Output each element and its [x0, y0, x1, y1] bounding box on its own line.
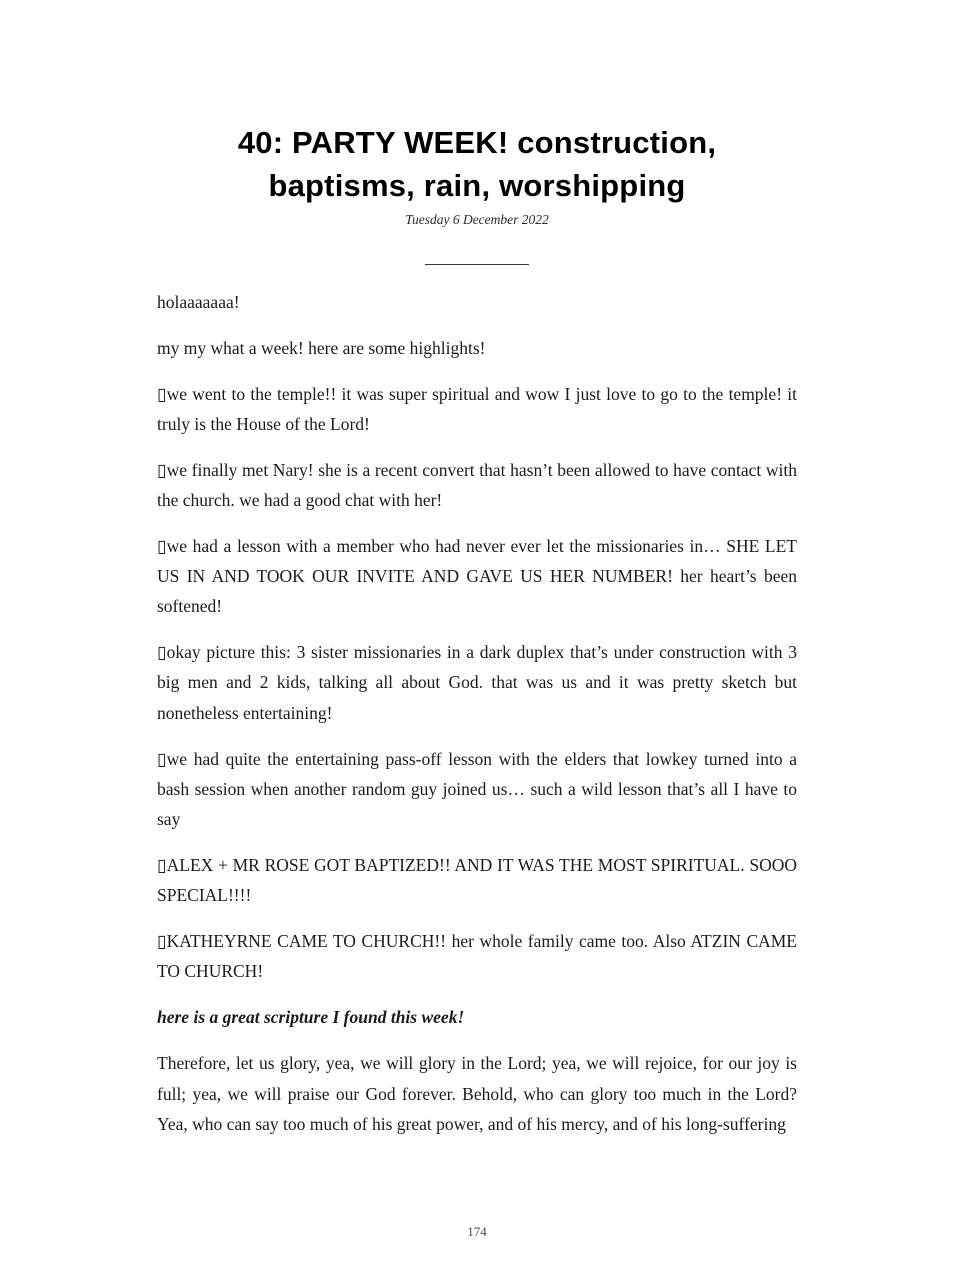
paragraph: ▯we went to the temple!! it was super spiritual and wow I just love to go to the temple! it truly is the House of the Lord!	[157, 383, 797, 434]
title-line-2: baptisms, rain, worshipping	[268, 167, 686, 203]
title-line-1: 40: PARTY WEEK! construction,	[237, 125, 717, 160]
paragraph: holaaaaaaa!	[157, 291, 240, 312]
paragraph: ▯ALEX + MR ROSE GOT BAPTIZED!! AND IT WAS THE MOST SPIRITUAL. SOOO SPECIAL!!!!	[157, 854, 797, 906]
page-number: 174	[467, 1224, 487, 1239]
page-title	[157, 122, 797, 208]
paragraph: ▯KATHEYRNE CAME TO CHURCH!! her whole family came too. Also ATZIN CAME TO CHURCH!	[157, 931, 797, 982]
paragraph: ▯okay picture this: 3 sister missionaries in a dark duplex that’s under construction with 3 big men and 2 kids, talking all about God. that was us and it was pretty sketch but nonetheless entertaining!	[157, 642, 797, 723]
scripture-paragraph: Therefore, let us glory, yea, we will glory in the Lord; yea, we will rejoice, for our joy is full; yea, we will praise our God forever. Behold, who can glory too much in the Lord? Yea, who can say too much of his great power, and of his mercy, and of his long-suffering	[157, 1053, 797, 1134]
date-line: Tuesday 6 December 2022	[405, 211, 549, 227]
paragraph: my my what a week! here are some highlights!	[157, 337, 486, 358]
body-text	[157, 287, 797, 1139]
scripture-intro: here is a great scripture I found this week!	[157, 1007, 465, 1028]
paragraph: ▯we had quite the entertaining pass-off lesson with the elders that lowkey turned into a bash session when another random guy joined us… such a wild lesson that’s all I have to say	[157, 748, 797, 829]
section-divider	[425, 264, 529, 265]
paragraph: ▯we finally met Nary! she is a recent convert that hasn’t been allowed to have contact with the church. we had a good chat with her!	[157, 459, 797, 510]
page-content	[157, 0, 797, 1155]
paragraph: ▯we had a lesson with a member who had never ever let the missionaries in… SHE LET US IN AND TOOK OUR INVITE AND GAVE US HER NUMBER! her heart’s been softened!	[157, 536, 797, 617]
